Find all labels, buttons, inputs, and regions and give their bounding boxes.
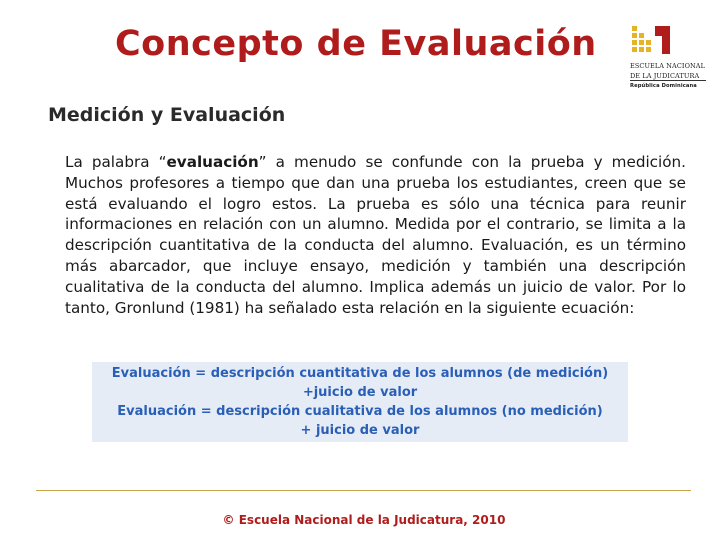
paragraph-rest: ” a menudo se confunde con la prueba y medición. Muchos profesores a tiempo que dan una prueba los estudiantes, creen que se está evaluando el logro estos. La prueba es sólo una técnica para reunir informaciones en relación con un alumno. Medida por el contrario, se limita a la descripción cuantitativa de la conducta del alumno. Evaluación, es un término más abarcador, que incluye ensayo, medición y también una descripción cualitativa de la conducta del alumno. Implica además un juicio de valor. Por lo tanto, Gronlund (1981) ha señalado esta relación en la siguiente ecuación: xyxy=(65,153,686,317)
section-subtitle: Medición y Evaluación xyxy=(48,104,286,126)
equation-box xyxy=(92,362,628,442)
judicatura-emblem-icon xyxy=(622,24,682,60)
logo-divider xyxy=(630,80,706,81)
body-paragraph xyxy=(65,152,686,318)
paragraph-lead: La palabra “ xyxy=(65,153,167,171)
logo-text-line2: DE LA JUDICATURA xyxy=(630,72,700,80)
equation-line-4: + juicio de valor xyxy=(300,423,420,438)
footer-copyright: © Escuela Nacional de la Judicatura, 2010 xyxy=(222,513,506,527)
equation-line-3: Evaluación = descripción cualitativa de los alumnos (no medición) xyxy=(117,404,603,419)
logo-text-line3: República Dominicana xyxy=(630,83,697,89)
paragraph-emphasis: evaluación xyxy=(166,153,259,171)
slide-title: Concepto de Evaluación xyxy=(115,24,597,64)
footer-divider xyxy=(36,490,691,491)
logo-text-line1: ESCUELA NACIONAL xyxy=(630,62,706,70)
institution-logo xyxy=(622,24,718,90)
equation-line-2: +juicio de valor xyxy=(302,385,418,400)
equation-line-1: Evaluación = descripción cuantitativa de los alumnos (de medición) xyxy=(111,366,609,381)
